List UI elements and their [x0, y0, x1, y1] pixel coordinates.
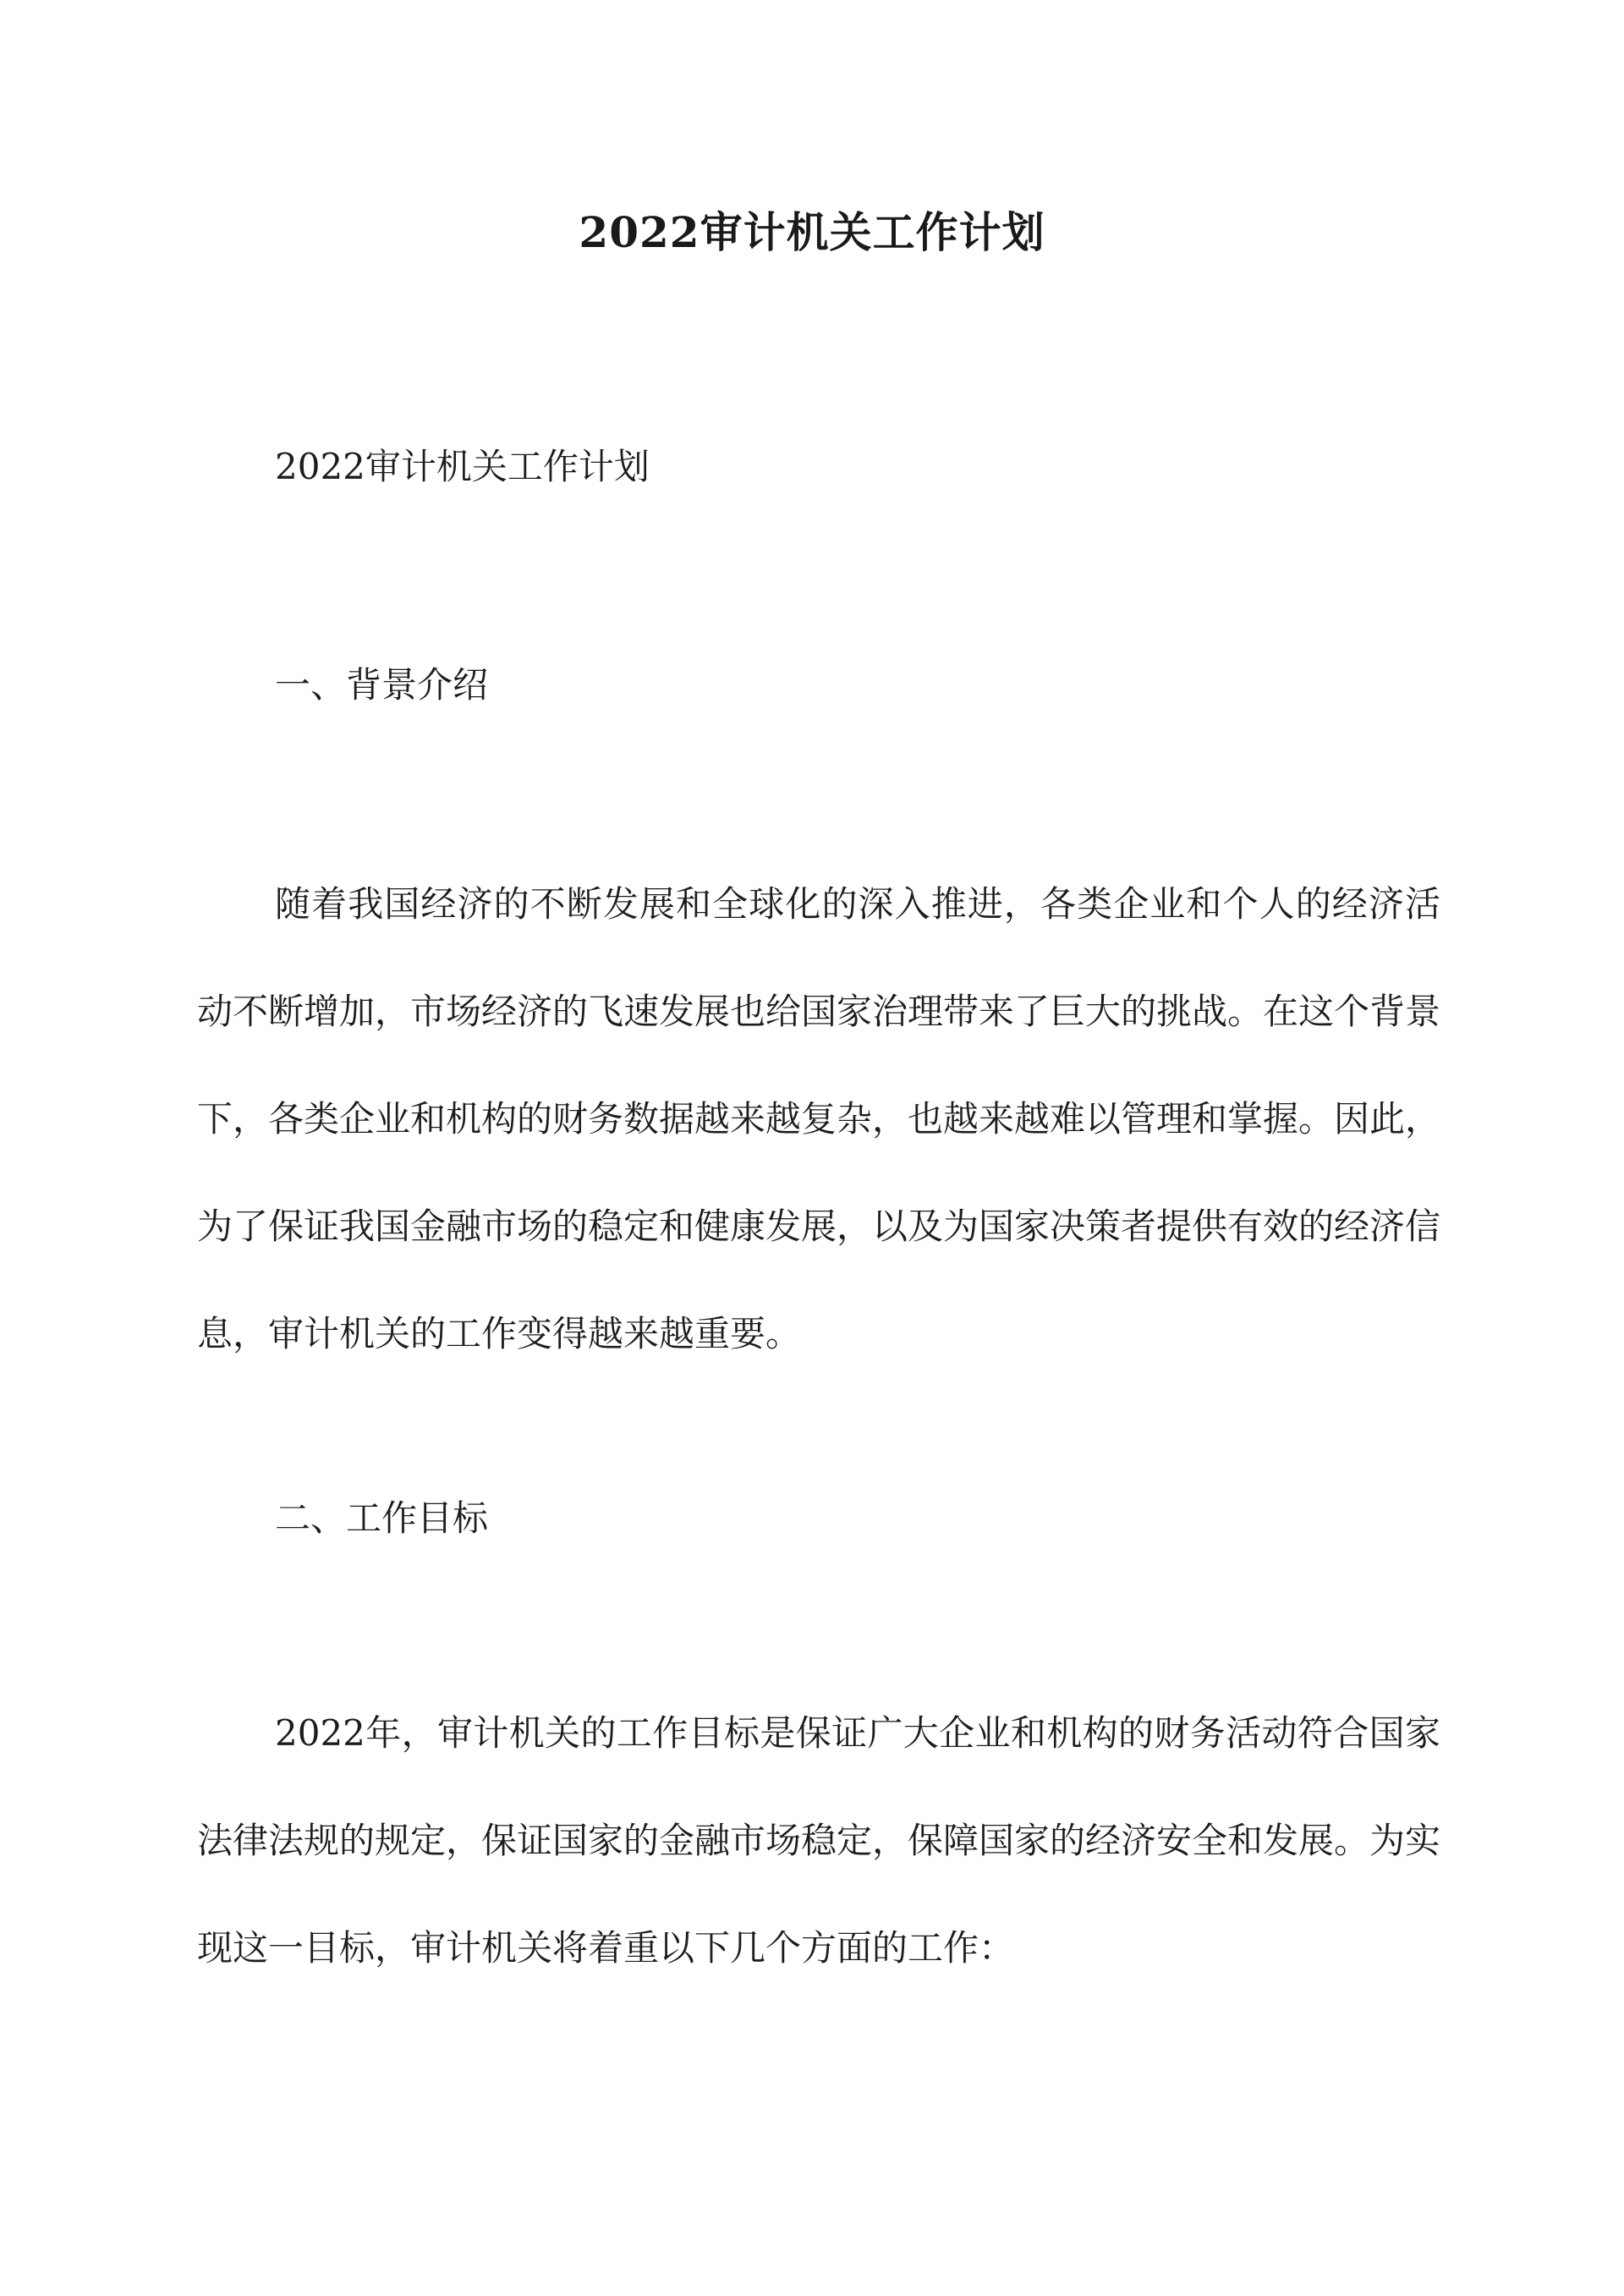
section-body-goals: 2022年，审计机关的工作目标是保证广大企业和机构的财务活动符合国家法律法规的规定，保证国家的金融市场稳定，保障国家的经济安全和发展。为实现这一目标，审计机关将着重以下几个方面的工作： [197, 1712, 1441, 1969]
document-subtitle: 2022审计机关工作计划 [275, 446, 650, 487]
section-heading-background: 一、背景介绍 [275, 664, 489, 706]
section-body-background: 随着我国经济的不断发展和全球化的深入推进，各类企业和个人的经济活动不断增加，市场经济的飞速发展也给国家治理带来了巨大的挑战。在这个背景下，各类企业和机构的财务数据越来越复杂，也越来越难以管理和掌握。因此，为了保证我国金融市场的稳定和健康发展，以及为国家决策者提供有效的经济信息，审计机关的工作变得越来越重要。 [197, 883, 1441, 1354]
document-title: 2022审计机关工作计划 [579, 207, 1045, 257]
section-heading-goals: 二、工作目标 [275, 1497, 489, 1539]
